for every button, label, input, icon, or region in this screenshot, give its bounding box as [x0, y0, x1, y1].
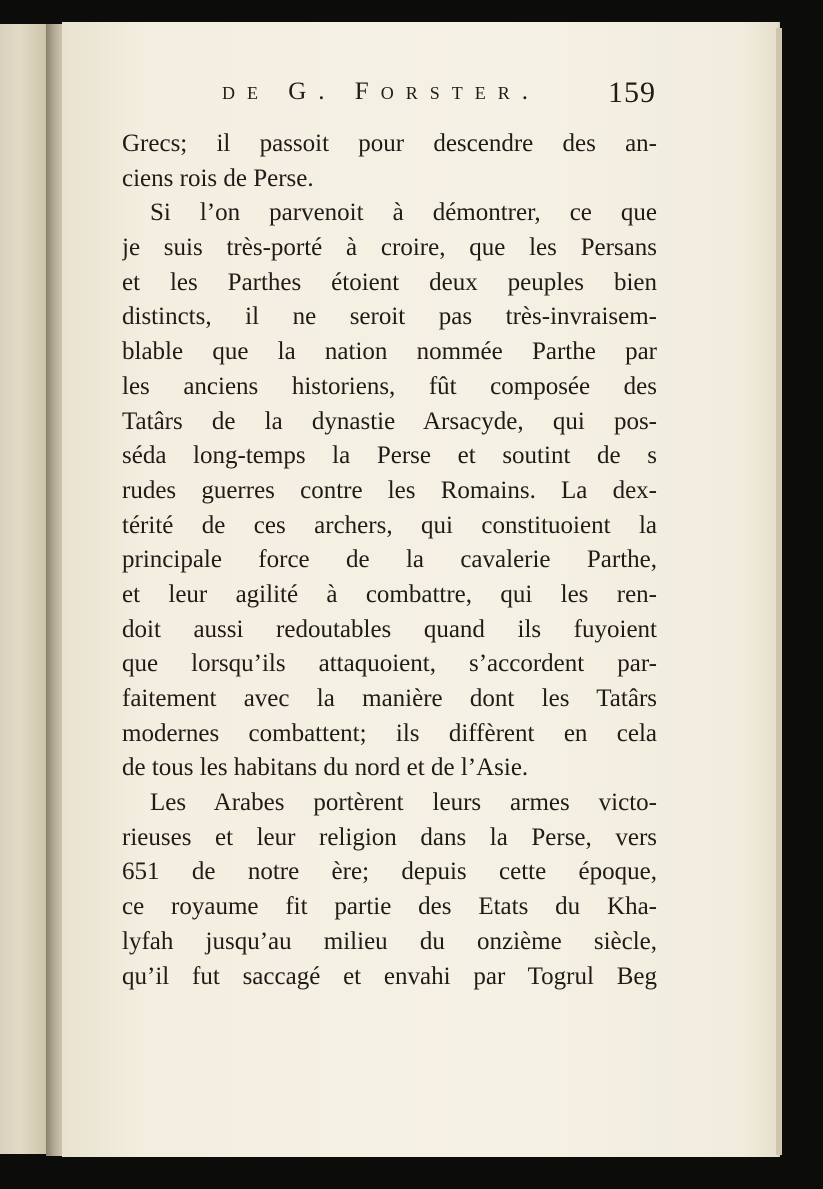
- text-line: principale force de la cavalerie Parthe,: [122, 546, 657, 574]
- text-line: séda long-temps la Perse et soutint de s: [122, 442, 657, 470]
- body-text: [122, 127, 657, 994]
- page-header: [222, 78, 662, 118]
- text-line: qu’il fut saccagé et envahi par Togrul Beg: [122, 962, 657, 990]
- text-line: térité de ces archers, qui constituoient la: [122, 511, 657, 539]
- text-line: je suis très-porté à croire, que les Persans: [122, 234, 657, 262]
- text-line: lyfah jusqu’au milieu du onzième siècle,: [122, 927, 657, 955]
- text-line: ce royaume fit partie des Etats du Kha-: [122, 893, 657, 921]
- text-line: et leur agilité à combattre, qui les ren-: [122, 580, 657, 608]
- text-line: Les Arabes portèrent leurs armes victo-: [150, 789, 657, 817]
- text-line: que lorsqu’ils attaquoient, s’accordent par-: [122, 650, 657, 678]
- text-line: Grecs; il passoit pour descendre des an-: [122, 130, 657, 157]
- text-line: Si l’on parvenoit à démontrer, ce que: [150, 199, 657, 227]
- text-line: faitement avec la manière dont les Tatârs: [122, 685, 657, 712]
- text-line: et les Parthes étoient deux peuples bien: [122, 268, 657, 296]
- text-line: Tatârs de la dynastie Arsacyde, qui pos-: [122, 407, 657, 435]
- text-line: rieuses et leur religion dans la Perse, vers: [122, 823, 657, 851]
- page-edge: [776, 28, 782, 1155]
- text-line: blable que la nation nommée Parthe par: [122, 338, 657, 366]
- text-line: doit aussi redoutables quand ils fuyoient: [122, 615, 657, 643]
- text-line: 651 de notre ère; depuis cette époque,: [122, 858, 657, 886]
- text-line: distincts, il ne seroit pas très-invraisem-: [122, 303, 657, 331]
- text-line: ciens rois de Perse.: [122, 164, 314, 192]
- text-line: rudes guerres contre les Romains. La dex-: [122, 476, 657, 504]
- text-line: modernes combattent; ils diffèrent en cela: [122, 719, 657, 747]
- text-line: les anciens historiens, fût composée des: [122, 372, 657, 400]
- running-head: de G. Forster.: [222, 78, 540, 105]
- text-line: de tous les habitans du nord et de l’Asie.: [122, 754, 529, 782]
- page-number: 159: [608, 76, 656, 109]
